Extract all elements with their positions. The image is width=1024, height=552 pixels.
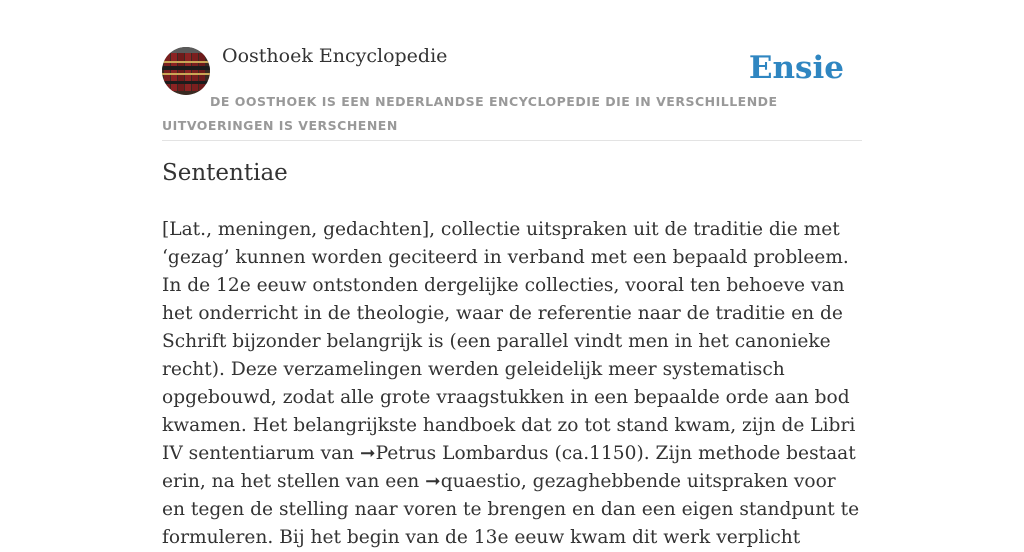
article-text-part-1: [Lat., meningen, gedachten], collectie uitspraken uit de traditie die met ‘gezag’ kunnen worden geciteerd in verband met een bepaald probleem. In de 12e eeuw ontstonden dergelijke collecties, vooral ten behoeve van het onderricht in de theologie, waar de referentie naar de traditie en de Schrift bijzonder belangrijk is (een parallel vindt men in het canonieke recht). Deze verzamelingen werden geleidelijk meer systematisch opgebouwd, zodat alle grote vraagstukken in een bepaalde orde aan bod kwamen. Het belangrijkste handboek dat zo tot stand kwam, zijn de Libri IV sententiarum van xyxy=(162,219,856,464)
link-petrus-lombardus[interactable]: ➞Petrus Lombardus xyxy=(360,443,549,464)
link-quaestio[interactable]: ➞quaestio xyxy=(425,471,521,492)
article-text-part-2: (ca.1150). Zijn methode bestaat erin, na het stellen van een xyxy=(162,443,856,492)
site-header xyxy=(162,0,862,141)
books-icon xyxy=(162,47,210,95)
encyclopedia-books-avatar[interactable] xyxy=(162,47,210,95)
article-text-part-3: , gezaghebbende uitspraken voor en tegen de stelling naar voren te brengen en dan een eigen standpunt te formuleren. Bij het begin van de 13e eeuw kwam dit werk verplicht xyxy=(162,471,860,548)
ensie-logo-link[interactable]: Ensie xyxy=(748,50,844,86)
site-title-link[interactable]: Oosthoek Encyclopedie xyxy=(222,45,448,67)
site-tagline: DE OOSTHOEK IS EEN NEDERLANDSE ENCYCLOPEDIE DIE IN VERSCHILLENDE UITVOERINGEN IS VERSCHENEN xyxy=(162,94,778,133)
page-container xyxy=(162,0,862,548)
article-body xyxy=(162,216,862,552)
article-title: Sententiae xyxy=(162,160,288,186)
